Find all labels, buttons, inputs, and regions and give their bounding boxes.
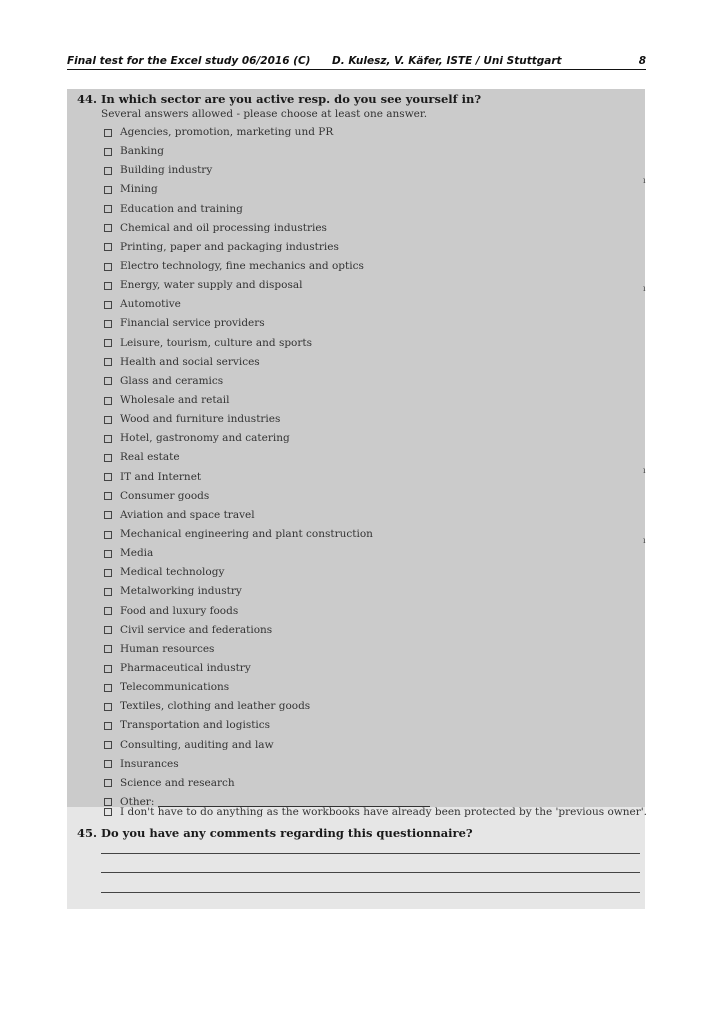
- overlap-option[interactable]: [104, 806, 647, 818]
- sector-option-label: Food and luxury foods: [120, 604, 239, 617]
- sector-option[interactable]: [104, 334, 430, 353]
- edge-mark: ı: [643, 284, 646, 293]
- checkbox[interactable]: [104, 808, 112, 816]
- sector-option[interactable]: [104, 487, 430, 506]
- sector-option-label: Textiles, clothing and leather goods: [120, 700, 311, 713]
- sector-option[interactable]: [104, 621, 430, 640]
- sector-option-label: Human resources: [120, 642, 215, 655]
- overlap-option-label: I don't have to do anything as the workbooks have already been protected by the 'previous owner'.: [120, 806, 647, 818]
- sector-option-label: Mechanical engineering and plant construction: [120, 528, 373, 541]
- checkbox[interactable]: [104, 741, 112, 749]
- checkbox[interactable]: [104, 435, 112, 443]
- sector-option-label: Wholesale and retail: [120, 394, 230, 407]
- question-44-note: Several answers allowed - please choose at least one answer.: [101, 108, 428, 120]
- checkbox[interactable]: [104, 129, 112, 137]
- sector-option-label: Consulting, auditing and law: [120, 738, 274, 751]
- question-45-title: 45. Do you have any comments regarding this questionnaire?: [77, 826, 473, 840]
- sector-option-label: Medical technology: [120, 566, 225, 579]
- sector-option[interactable]: [104, 736, 430, 755]
- sector-option-label: Banking: [120, 145, 164, 158]
- checkbox[interactable]: [104, 722, 112, 730]
- comment-line[interactable]: [101, 872, 640, 873]
- checkbox[interactable]: [104, 263, 112, 271]
- sector-option-label: Automotive: [120, 298, 181, 311]
- sector-option-label: Consumer goods: [120, 489, 210, 502]
- header-title: Final test for the Excel study 06/2016 (C): [67, 55, 311, 67]
- sector-option[interactable]: [104, 276, 430, 295]
- sector-option-label: Real estate: [120, 451, 180, 464]
- sector-option[interactable]: [104, 391, 430, 410]
- sector-option-label: IT and Internet: [120, 470, 202, 483]
- checkbox[interactable]: [104, 626, 112, 634]
- sector-option-label: Hotel, gastronomy and catering: [120, 432, 290, 445]
- sector-option-label: Insurances: [120, 757, 179, 770]
- sector-option-label: Printing, paper and packaging industries: [120, 240, 339, 253]
- sector-option[interactable]: [104, 602, 430, 621]
- header-authors: D. Kulesz, V. Käfer, ISTE / Uni Stuttgart: [332, 55, 562, 67]
- sector-option[interactable]: [104, 161, 430, 180]
- sector-option-label: Financial service providers: [120, 317, 265, 330]
- sector-option[interactable]: [104, 180, 430, 199]
- checkbox[interactable]: [104, 243, 112, 251]
- sector-option-label: Transportation and logistics: [120, 719, 271, 732]
- checkbox[interactable]: [104, 665, 112, 673]
- checkbox[interactable]: [104, 531, 112, 539]
- checkbox[interactable]: [104, 760, 112, 768]
- sector-option[interactable]: [104, 410, 430, 429]
- sector-option-label: Electro technology, fine mechanics and optics: [120, 260, 364, 273]
- sector-options-list: [104, 123, 430, 812]
- checkbox[interactable]: [104, 569, 112, 577]
- sector-option-label: Metalworking industry: [120, 585, 242, 598]
- sector-option[interactable]: [104, 774, 430, 793]
- sector-option[interactable]: [104, 678, 430, 697]
- checkbox[interactable]: [104, 186, 112, 194]
- sector-option[interactable]: [104, 468, 430, 487]
- page-header: [67, 55, 646, 70]
- edge-mark: ı: [643, 466, 646, 475]
- checkbox[interactable]: [104, 684, 112, 692]
- checkbox[interactable]: [104, 454, 112, 462]
- sector-option-label: Aviation and space travel: [120, 508, 255, 521]
- sector-option-label: Glass and ceramics: [120, 374, 224, 387]
- sector-option[interactable]: [104, 257, 430, 276]
- checkbox[interactable]: [104, 224, 112, 232]
- sector-option-label: Leisure, tourism, culture and sports: [120, 336, 312, 349]
- checkbox[interactable]: [104, 377, 112, 385]
- question-44-title: 44. In which sector are you active resp. do you see yourself in?: [77, 92, 482, 106]
- checkbox[interactable]: [104, 473, 112, 481]
- checkbox[interactable]: [104, 397, 112, 405]
- checkbox[interactable]: [104, 511, 112, 519]
- sector-option-label: Telecommunications: [120, 681, 230, 694]
- sector-option[interactable]: [104, 448, 430, 467]
- sector-option[interactable]: [104, 582, 430, 601]
- sector-option-label: Wood and furniture industries: [120, 413, 281, 426]
- sector-option-label: Mining: [120, 183, 158, 196]
- edge-mark: ı: [643, 536, 646, 545]
- sector-option[interactable]: [104, 142, 430, 161]
- sector-option-label: Pharmaceutical industry: [120, 662, 251, 674]
- checkbox[interactable]: [104, 358, 112, 366]
- comment-line[interactable]: [101, 853, 640, 854]
- checkbox[interactable]: [104, 607, 112, 615]
- sector-option[interactable]: [104, 295, 430, 314]
- sector-option[interactable]: [104, 200, 430, 219]
- comment-line[interactable]: [101, 892, 640, 893]
- sector-option[interactable]: [104, 563, 430, 582]
- sector-option-label: Building industry: [120, 164, 213, 177]
- checkbox[interactable]: [104, 301, 112, 309]
- sector-option[interactable]: [104, 314, 430, 333]
- checkbox[interactable]: [104, 645, 112, 653]
- sector-option[interactable]: [104, 238, 430, 257]
- checkbox[interactable]: [104, 588, 112, 596]
- sector-option[interactable]: [104, 372, 430, 391]
- sector-option[interactable]: [104, 716, 430, 735]
- edge-mark: ı: [643, 176, 646, 185]
- page-number: 8: [638, 55, 646, 67]
- sector-option-label: Media: [120, 547, 154, 560]
- checkbox[interactable]: [104, 282, 112, 290]
- sector-option-label: Civil service and federations: [120, 623, 273, 636]
- sector-option-label: Science and research: [120, 776, 235, 789]
- sector-option[interactable]: [104, 697, 430, 716]
- sector-option[interactable]: [104, 755, 430, 774]
- checkbox[interactable]: [104, 703, 112, 711]
- other-label: Other:: [120, 795, 155, 808]
- sector-option[interactable]: [104, 525, 430, 544]
- checkbox[interactable]: [104, 148, 112, 156]
- checkbox[interactable]: [104, 339, 112, 347]
- sector-option[interactable]: [104, 429, 430, 448]
- sector-option-label: Agencies, promotion, marketing und PR: [120, 126, 334, 139]
- checkbox[interactable]: [104, 779, 112, 787]
- checkbox[interactable]: [104, 320, 112, 328]
- sector-option[interactable]: [104, 659, 430, 678]
- sector-option[interactable]: [104, 123, 430, 142]
- sector-option-label: Education and training: [120, 202, 243, 215]
- sector-option-label: Energy, water supply and disposal: [120, 279, 303, 292]
- sector-option-label: Health and social services: [120, 355, 260, 368]
- checkbox[interactable]: [104, 492, 112, 500]
- checkbox[interactable]: [104, 167, 112, 175]
- checkbox[interactable]: [104, 416, 112, 424]
- checkbox[interactable]: [104, 550, 112, 558]
- sector-option[interactable]: [104, 544, 430, 563]
- sector-option-label: Chemical and oil processing industries: [120, 221, 327, 234]
- sector-option[interactable]: [104, 506, 430, 525]
- sector-option[interactable]: [104, 353, 430, 372]
- sector-option[interactable]: [104, 219, 430, 238]
- checkbox[interactable]: [104, 205, 112, 213]
- sector-option[interactable]: [104, 640, 430, 659]
